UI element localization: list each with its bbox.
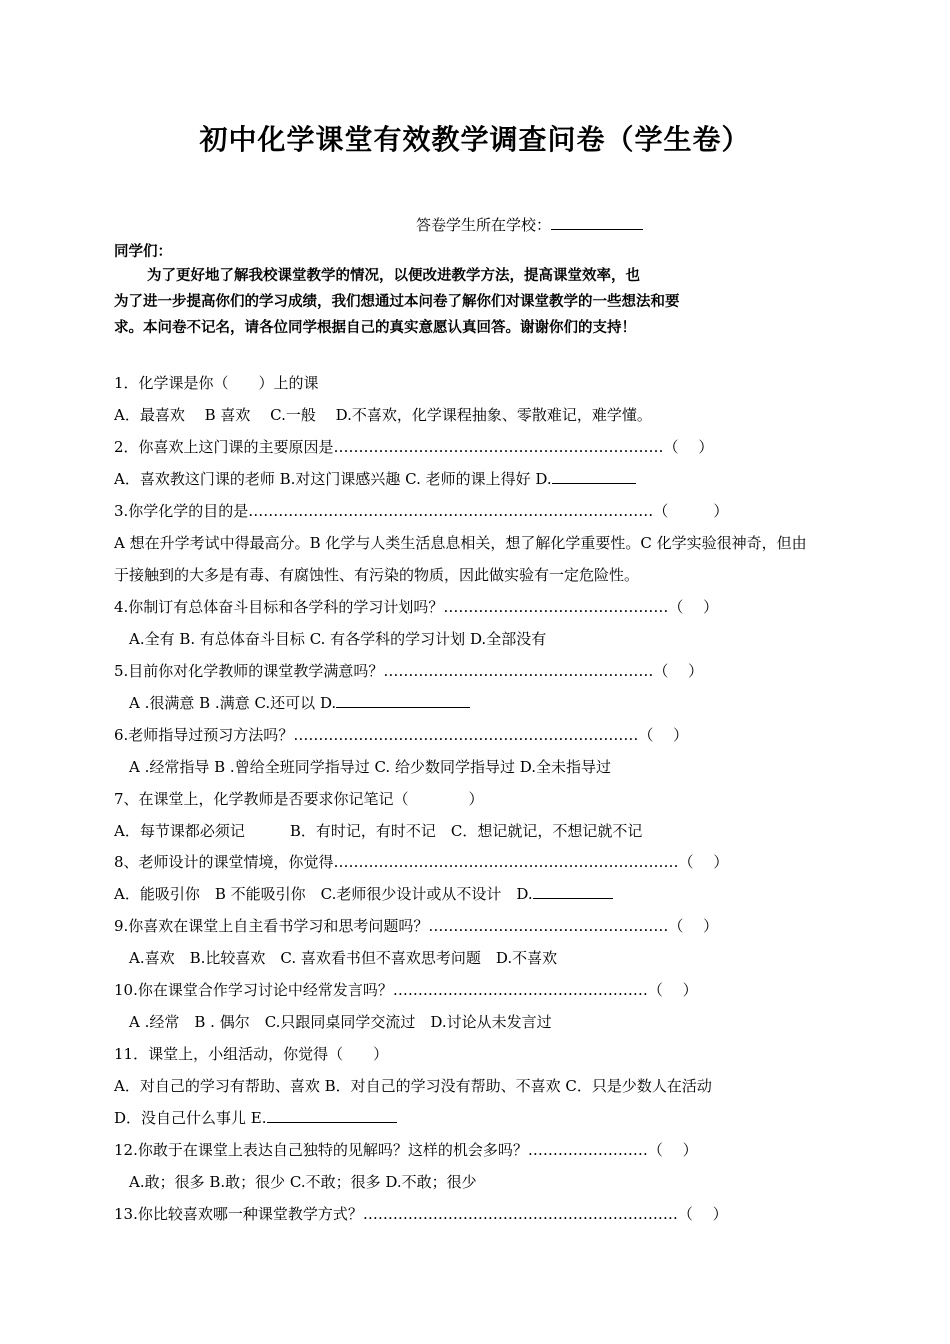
question-3-options-line-2: 于接触到的大多是有毒、有腐蚀性、有污染的物质，因此做实验有一定危险性。 <box>114 566 640 584</box>
question-5: 5.目前你对化学教师的课堂教学满意吗？………………………………………………（ ） <box>114 662 704 680</box>
intro-line-2: 为了进一步提高你们的学习成绩，我们想通过本问卷了解你们对课堂教学的一些想法和要 <box>114 293 680 310</box>
answer-blank <box>552 469 636 484</box>
question-4: 4.你制订有总体奋斗目标和各学科的学习计划吗？………………………………………（ ） <box>114 598 719 616</box>
question-11: 11．课堂上，小组活动，你觉得（ ） <box>114 1045 389 1063</box>
question-8: 8、老师设计的课堂情境，你觉得……………………………………………………………（ ） <box>114 853 729 871</box>
question-3: 3.你学化学的目的是………………………………………………………………………（ ） <box>114 502 729 520</box>
school-label: 答卷学生所在学校： <box>416 216 552 234</box>
answer-blank <box>336 693 470 708</box>
question-4-options: A.全有 B. 有总体奋斗目标 C. 有各学科的学习计划 D.全部没有 <box>114 630 547 648</box>
question-13: 13.你比较喜欢哪一种课堂教学方式？………………………………………………………（ ） <box>114 1205 728 1223</box>
question-6-options: A .经常指导 B .曾给全班同学指导过 C. 给少数同学指导过 D.全未指导过 <box>114 758 611 776</box>
question-5-options: A .很满意 B .满意 C.还可以 D. <box>114 692 470 713</box>
question-2-options: A．喜欢教这门课的老师 B.对这门课感兴趣 C. 老师的课上得好 D. <box>114 468 636 489</box>
question-12: 12.你敢于在课堂上表达自己独特的见解吗？这样的机会多吗？……………………（ ） <box>114 1141 698 1159</box>
intro-line-3: 求。本问卷不记名，请各位同学根据自己的真实意愿认真回答。谢谢你们的支持！ <box>114 319 636 336</box>
question-11-options-line-2: D．没自己什么事儿 E. <box>114 1107 397 1128</box>
school-field <box>416 214 643 235</box>
question-9: 9.你喜欢在课堂上自主看书学习和思考问题吗？…………………………………………（ ） <box>114 917 719 935</box>
document-title: 初中化学课堂有效教学调查问卷（学生卷） <box>199 123 751 156</box>
answer-blank <box>267 1108 397 1123</box>
intro-line-1: 为了更好地了解我校课堂教学的情况，以便改进教学方法，提高课堂效率，也 <box>147 267 640 284</box>
question-8-options: A．能吸引你 B 不能吸引你 C.老师很少设计或从不设计 D. <box>114 883 613 904</box>
question-10-options: A .经常 B . 偶尔 C.只跟同桌同学交流过 D.讨论从未发言过 <box>114 1013 552 1031</box>
question-11-options-line-1: A．对自己的学习有帮助、喜欢 B．对自己的学习没有帮助、不喜欢 C．只是少数人在活动 <box>114 1077 712 1095</box>
question-7: 7、在课堂上，化学教师是否要求你记笔记（ ） <box>114 790 484 808</box>
greeting: 同学们： <box>114 243 172 260</box>
question-7-options: A．每节课都必须记 B．有时记，有时不记 C．想记就记，不想记就不记 <box>114 822 643 840</box>
answer-blank <box>533 884 613 899</box>
question-3-options-line-1: A 想在升学考试中得最高分。B 化学与人类生活息息相关，想了解化学重要性。C 化学实验很神奇，但由 <box>114 534 807 552</box>
question-6: 6.老师指导过预习方法吗？……………………………………………………………（ ） <box>114 726 689 744</box>
question-10: 10.你在课堂合作学习讨论中经常发言吗？……………………………………………（ ） <box>114 981 698 999</box>
question-9-options: A.喜欢 B.比较喜欢 C. 喜欢看书但不喜欢思考问题 D.不喜欢 <box>114 949 558 967</box>
question-1: 1．化学课是你（ ）上的课 <box>114 374 319 392</box>
question-12-options: A.敢；很多 B.敢；很少 C.不敢；很多 D.不敢；很少 <box>114 1173 477 1191</box>
question-1-options: A．最喜欢 B 喜欢 C.一般 D.不喜欢，化学课程抽象、零散难记，难学懂。 <box>114 406 652 424</box>
school-blank <box>551 215 643 230</box>
question-2: 2．你喜欢上这门课的主要原因是…………………………………………………………（ ） <box>114 438 714 456</box>
